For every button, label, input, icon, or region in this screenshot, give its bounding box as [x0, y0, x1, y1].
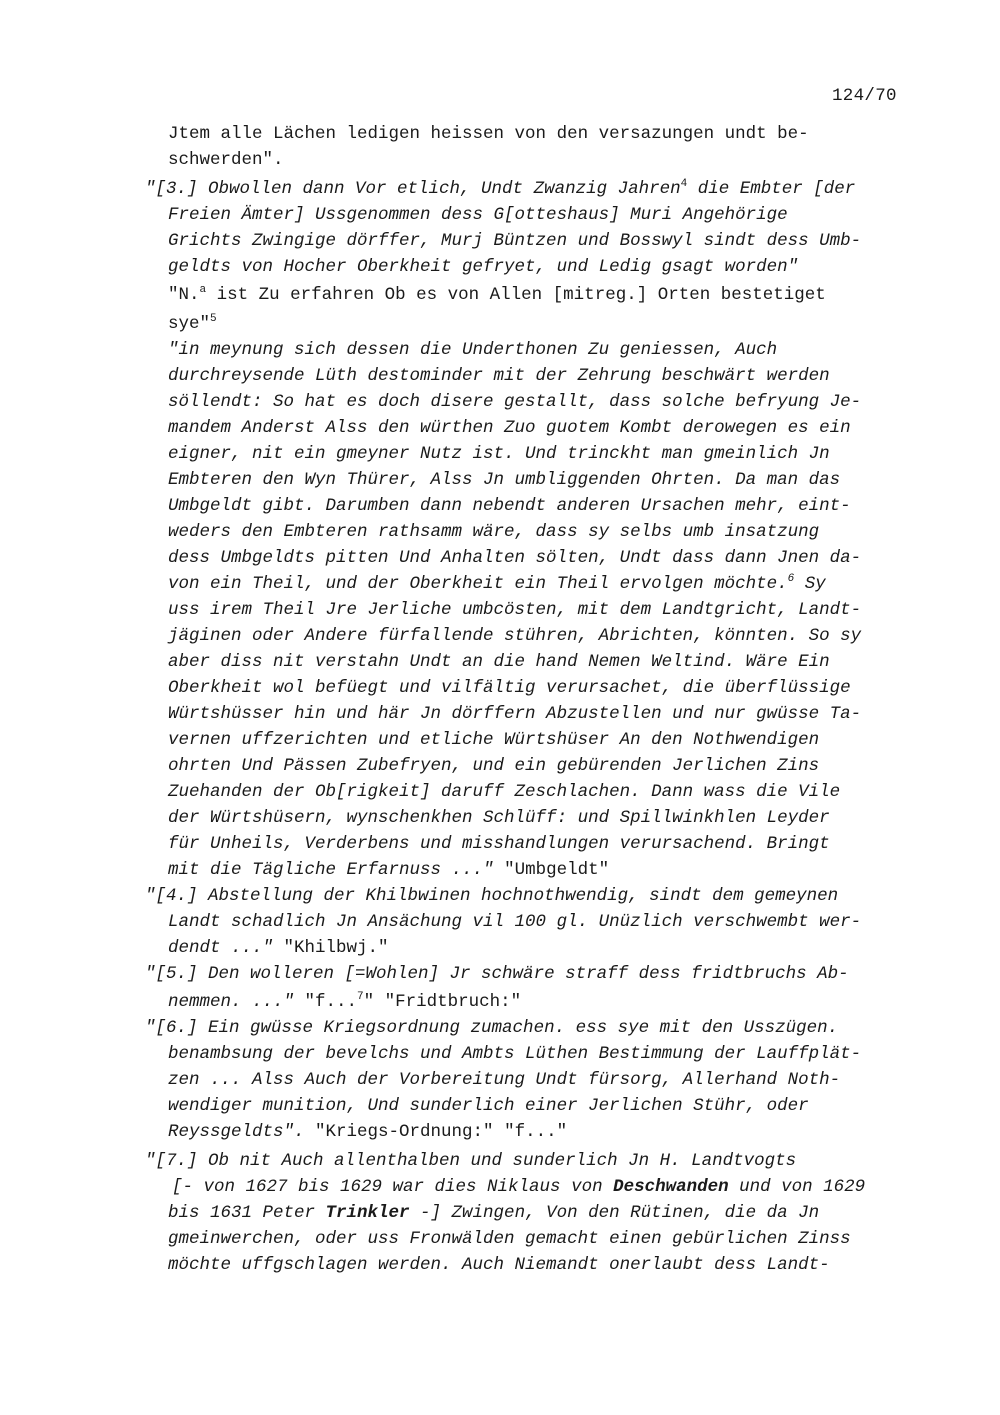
text-line	[168, 832, 830, 856]
text-segment: mandem Anderst Alss den würthen Zuo guotem Kombt derowegen es ein	[168, 418, 851, 438]
text-segment: und von 1629	[728, 1177, 866, 1197]
text-segment: schwerden".	[168, 150, 284, 170]
footnote-marker: a	[199, 284, 207, 296]
text-segment: eigner, nit ein gmeyner Nutz ist. Und trinckht man gmeinlich Jn	[168, 444, 830, 464]
text-line	[168, 546, 861, 570]
text-segment: uss irem Theil Jre Jerliche umbcösten, mit dem Landtgricht, Landt-	[168, 600, 862, 620]
text-segment: vernen uffzerichten und etliche Würtshüser An den Nothwendigen	[168, 730, 820, 750]
text-line	[168, 598, 861, 622]
text-line	[168, 650, 830, 674]
text-line	[145, 177, 855, 201]
text-segment: "Umbgeldt"	[493, 860, 610, 880]
footnote-marker: 4	[680, 178, 688, 190]
text-segment: durchreysende Lüth destominder mit der Zehrung beschwärt werden	[168, 366, 830, 386]
text-segment: dess Umbgeldts pitten Und Anhalten sölten, Undt dass dann Jnen da-	[168, 548, 862, 568]
footnote-marker: 6	[787, 573, 795, 585]
text-segment: benambsung der bevelchs und Ambts Lüthen Bestimmung der Lauffplät-	[168, 1044, 862, 1064]
text-line	[145, 962, 849, 986]
text-segment: zen ... Alss Auch der Vorbereitung Undt fürsorg, Allerhand Noth-	[168, 1070, 841, 1090]
text-segment: die Embter [der	[687, 179, 856, 199]
text-line	[168, 1253, 830, 1277]
text-line	[168, 1201, 819, 1225]
text-line	[168, 1068, 840, 1092]
text-line	[168, 148, 284, 172]
text-segment: "[7.] Ob nit Auch allenthalben und sunderlich Jn H. Landtvogts	[145, 1151, 797, 1171]
text-segment: Zuehanden der Ob[rigkeit] daruff Zeschlachen. Dann wass die Vile	[168, 782, 841, 802]
text-segment: aber diss nit verstahn Undt an die hand Nemen Weltind. Wäre Ein	[168, 652, 830, 672]
text-segment: Freien Ämter] Ussgenommen dess G[otteshaus] Muri Angehörige	[168, 205, 788, 225]
text-segment: Würtshüsser hin und här Jn dörffern Abzustellen und nur gwüsse Ta-	[168, 704, 862, 724]
text-segment: -] Zwingen, Von den Rütinen, die da Jn	[409, 1203, 820, 1223]
text-segment: söllendt: So hat es doch disere gestallt, dass solche befryung Je-	[168, 392, 862, 412]
text-line	[168, 255, 798, 279]
text-line	[168, 858, 609, 882]
text-line	[168, 468, 840, 492]
text-line	[168, 676, 851, 700]
text-segment: Embteren den Wyn Thürer, Alss Jn umbliggenden Ohrten. Da man das	[168, 470, 841, 490]
text-line	[168, 442, 830, 466]
text-line	[168, 122, 809, 146]
text-segment: ohrten Und Pässen Zubefryen, und ein gebürenden Jerlichen Zins	[168, 756, 820, 776]
text-segment: " "Fridtbruch:"	[363, 992, 522, 1012]
text-line	[168, 203, 788, 227]
text-segment: für Unheils, Verderbens und misshandlungen verursachend. Bringt	[168, 834, 830, 854]
text-line	[168, 936, 389, 960]
text-line	[145, 1016, 838, 1040]
text-segment: Trinkler	[325, 1203, 410, 1223]
text-segment: "N.	[168, 285, 200, 305]
text-line	[168, 702, 861, 726]
text-segment: der Würtshüsern, wynschenkhen Schlüff: und Spillwinkhlen Leyder	[168, 808, 830, 828]
text-line	[168, 338, 777, 362]
text-segment: Grichts Zwingige dörffer, Murj Büntzen und Bosswyl sindt dess Umb-	[168, 231, 862, 251]
page-number: 124/70	[832, 86, 897, 106]
text-segment: "Kriegs-Ordnung:" "f..."	[304, 1122, 568, 1142]
text-line	[145, 884, 838, 908]
text-segment: Reyssgeldts".	[168, 1122, 305, 1142]
text-segment: "[6.] Ein gwüsse Kriegsordnung zumachen. ess sye mit den Usszügen.	[145, 1018, 839, 1038]
text-line	[168, 229, 861, 253]
text-segment: ist Zu erfahren Ob es von Allen [mitreg.] Orten bestetiget	[206, 285, 826, 305]
text-segment: mit die Tägliche Erfarnuss ..."	[168, 860, 494, 880]
text-line	[168, 1042, 861, 1066]
footnote-marker: 5	[210, 313, 217, 325]
text-line	[168, 624, 861, 648]
text-line	[168, 520, 819, 544]
text-line	[145, 1149, 796, 1173]
text-segment: Sy	[794, 574, 826, 594]
text-segment: "[3.] Obwollen dann Vor etlich, Undt Zwanzig Jahren	[145, 179, 681, 199]
text-line	[168, 1120, 567, 1144]
text-segment: bis 1631 Peter	[168, 1203, 326, 1223]
text-segment: Landt schadlich Jn Ansächung vil 100 gl. Unüzlich verschwembt wer-	[168, 912, 862, 932]
text-line	[168, 364, 830, 388]
footnote-marker: 7	[357, 991, 364, 1003]
text-segment: wendiger munition, Und sunderlich einer Jerlichen Stühr, oder	[168, 1096, 809, 1116]
text-line	[168, 390, 861, 414]
text-segment: möchte uffgschlagen werden. Auch Niemandt onerlaubt dess Landt-	[168, 1255, 830, 1275]
text-segment: Deschwanden	[613, 1177, 729, 1197]
text-line	[168, 728, 819, 752]
text-segment: "Khilbwj."	[273, 938, 389, 958]
text-segment: geldts von Hocher Oberkheit gefryet, und Ledig gsagt worden"	[168, 257, 799, 277]
text-segment: Oberkheit wol befüegt und vilfältig verursachet, die überflüssige	[168, 678, 851, 698]
text-segment: Jtem alle Lächen ledigen heissen von den versazungen undt be-	[168, 124, 809, 144]
text-segment: sye"	[168, 314, 211, 334]
text-line	[168, 806, 830, 830]
text-line	[168, 780, 840, 804]
text-segment: nemmen. ..."	[168, 992, 295, 1012]
text-line	[168, 494, 851, 518]
text-line	[168, 754, 819, 778]
text-line	[168, 910, 861, 934]
text-segment: [- von 1627 bis 1629 war dies Niklaus von	[172, 1177, 614, 1197]
text-segment: weders den Embteren rathsamm wäre, dass sy selbs umb insatzung	[168, 522, 820, 542]
text-line	[168, 1094, 809, 1118]
text-segment: "[5.] Den wolleren [=Wohlen] Jr schwäre straff dess fridtbruchs Ab-	[145, 964, 849, 984]
text-line	[168, 283, 826, 307]
text-segment: Umbgeldt gibt. Darumben dann nebendt anderen Ursachen mehr, eint-	[168, 496, 851, 516]
text-segment: "[4.] Abstellung der Khilbwinen hochnothwendig, sindt dem gemeynen	[145, 886, 839, 906]
text-segment: gmeinwerchen, oder uss Fronwälden gemacht einen gebürlichen Zinss	[168, 1229, 851, 1249]
text-segment: dendt ..."	[168, 938, 274, 958]
text-line	[168, 416, 851, 440]
text-segment: jäginen oder Andere fürfallende stühren, Abrichten, könnten. So sy	[168, 626, 862, 646]
text-line	[168, 990, 521, 1014]
text-segment: von ein Theil, und der Oberkheit ein Theil ervolgen möchte.	[168, 574, 788, 594]
text-segment: "f...	[294, 992, 358, 1012]
text-line	[168, 1227, 851, 1251]
text-line	[168, 572, 826, 596]
text-segment: "in meynung sich dessen die Underthonen Zu geniessen, Auch	[168, 340, 778, 360]
text-line	[168, 312, 217, 336]
text-line	[172, 1175, 865, 1199]
